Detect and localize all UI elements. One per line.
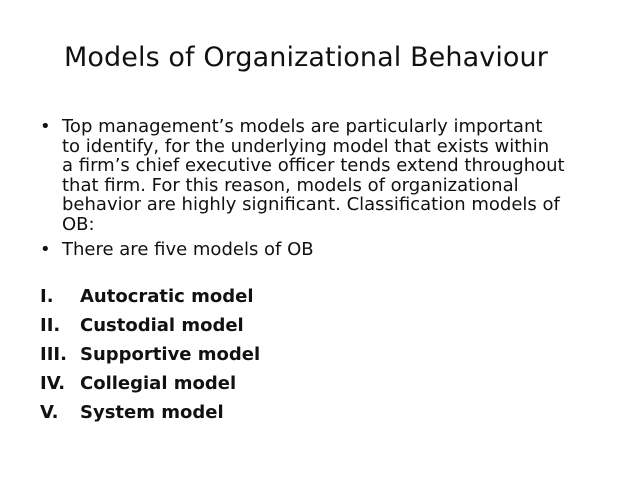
model-label: Custodial model bbox=[80, 315, 244, 336]
bullet-marker: • bbox=[40, 239, 51, 260]
roman-numeral: V. bbox=[40, 402, 59, 423]
model-label: Supportive model bbox=[80, 344, 261, 365]
roman-numeral: IV. bbox=[40, 373, 66, 394]
bullet-line: to identify, for the underlying model that exists within bbox=[62, 135, 550, 157]
bullet-line: a firm’s chief executive officer tends extend throughout bbox=[62, 155, 565, 176]
bullet-line: Top management’s models are particularly important bbox=[62, 116, 543, 137]
model-label: Collegial model bbox=[80, 373, 237, 394]
bullet-list bbox=[40, 117, 632, 266]
model-label: System model bbox=[80, 402, 224, 423]
roman-numeral: III. bbox=[40, 344, 67, 365]
roman-numeral: I. bbox=[40, 286, 54, 307]
bullet-item bbox=[40, 240, 632, 260]
bullet-line: that firm. For this reason, models of organizational bbox=[62, 174, 519, 196]
bullet-item bbox=[40, 117, 632, 234]
bullet-line: behavior are highly significant. Classification models of bbox=[62, 194, 560, 215]
bullet-line: There are five models of OB bbox=[62, 239, 314, 260]
slide-title: Models of Organizational Behaviour bbox=[64, 42, 548, 73]
bullet-line: OB: bbox=[62, 213, 95, 235]
bullet-marker: • bbox=[40, 116, 51, 137]
model-label: Autocratic model bbox=[80, 286, 254, 307]
roman-numeral: II. bbox=[40, 315, 61, 336]
